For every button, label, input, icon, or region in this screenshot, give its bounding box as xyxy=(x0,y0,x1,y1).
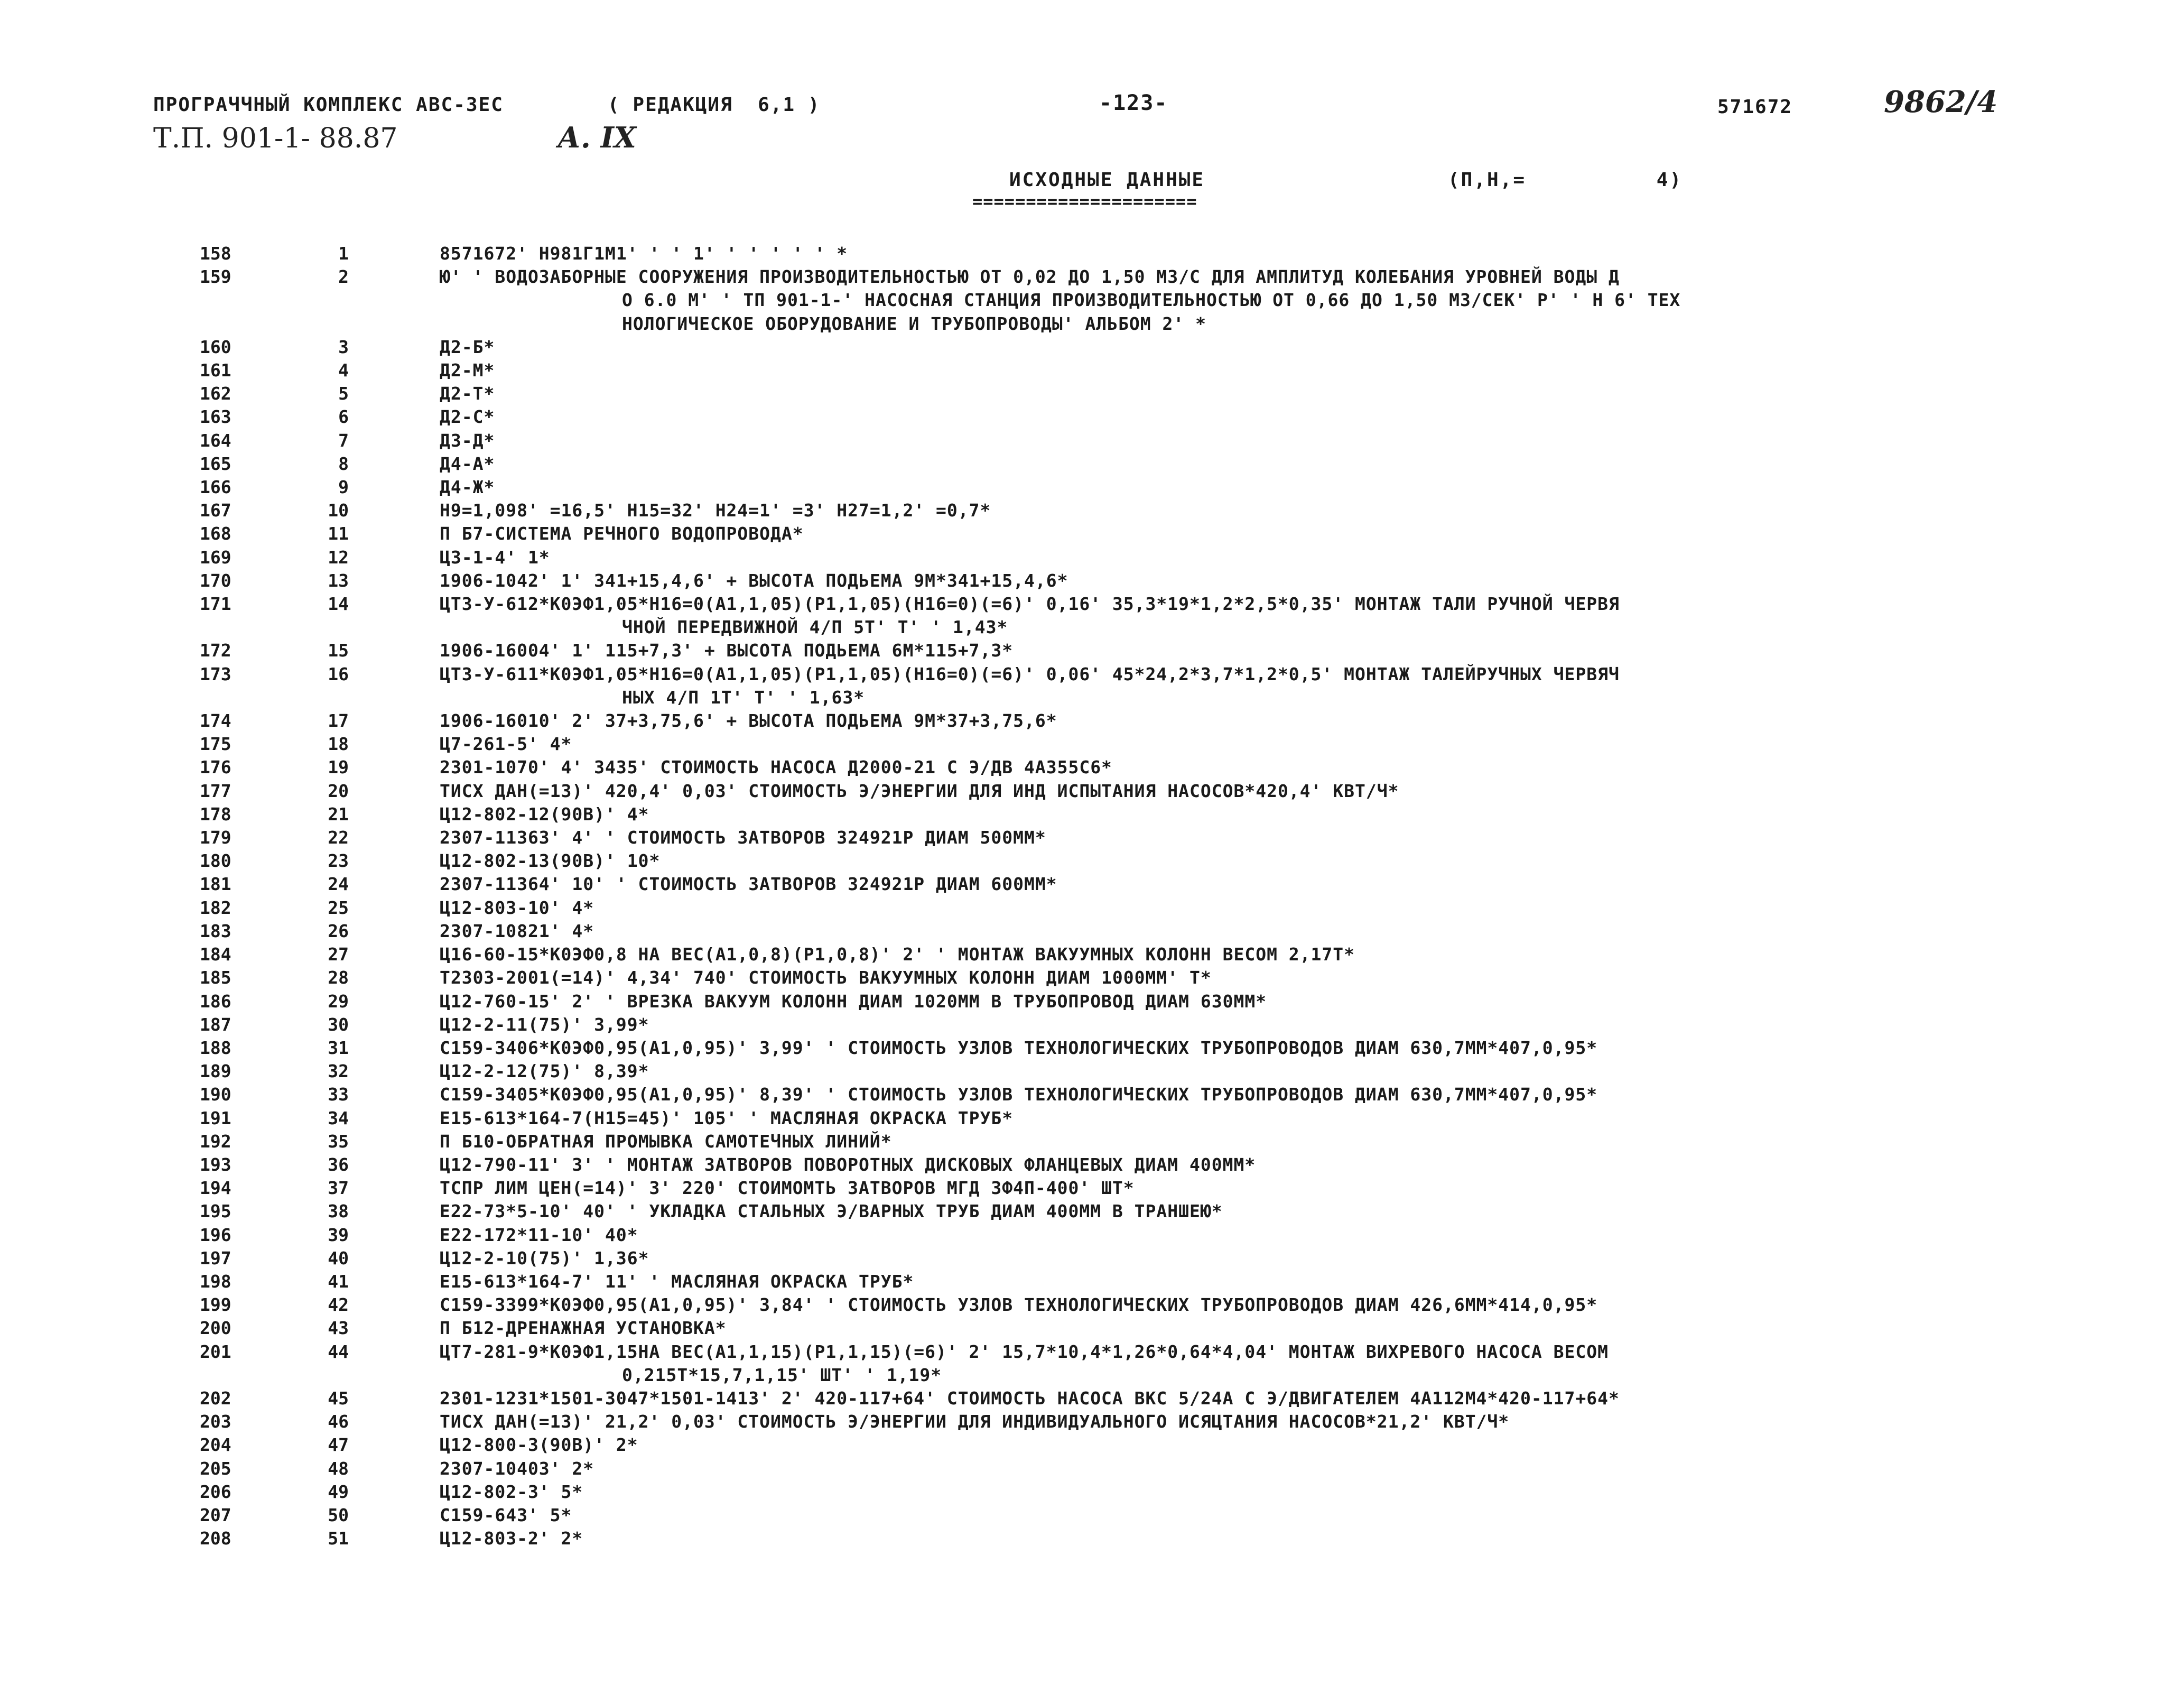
item-number: 11 xyxy=(328,523,349,544)
item-number: 41 xyxy=(328,1271,349,1292)
item-number: 48 xyxy=(328,1458,349,1479)
record-line: ЦТ7-281-9*К0ЭФ1,15НА ВЕС(А1,1,15)(Р1,1,15)(=6)' 2' 15,7*10,4*1,26*0,64*4,04' МОНТАЖ ВИХРЕВОГО НАСОСА ВЕСОМ xyxy=(440,1341,1609,1362)
record-continuation: 0,215Т*15,7,1,15' ШТ' ' 1,19* xyxy=(622,1364,942,1385)
listing-row xyxy=(0,499,2184,522)
line-number: 174 xyxy=(200,710,231,732)
listing-row xyxy=(0,896,2184,920)
line-number: 197 xyxy=(200,1247,231,1269)
item-number: 25 xyxy=(328,897,349,918)
line-number: 180 xyxy=(200,850,231,872)
item-number: 34 xyxy=(328,1107,349,1128)
line-number: 159 xyxy=(200,266,231,288)
record-line: Ц12-2-10(75)' 1,36* xyxy=(440,1247,649,1269)
record-text xyxy=(440,1060,2025,1083)
record-line: Ц12-2-11(75)' 3,99* xyxy=(440,1014,649,1035)
record-line: 2307-11363' 4' ' СТОИМОСТЬ ЗАТВОРОВ 324921Р ДИАМ 500ММ* xyxy=(440,827,1046,848)
record-line: 2301-1231*1501-3047*1501-1413' 2' 420-117+64' СТОИМОСТЬ НАСОСА ВКС 5/24А С Э/ДВИГАТЕЛЕМ 4А112М4*420-117+64* xyxy=(440,1387,1620,1409)
record-line: Ц7-261-5' 4* xyxy=(440,734,572,755)
record-line: 1906-1042' 1' 341+15,4,6' + ВЫСОТА ПОДЬЕМА 9М*341+15,4,6* xyxy=(440,570,1068,591)
listing-row xyxy=(0,1130,2184,1153)
record-line: Ц12-790-11' 3' ' МОНТАЖ ЗАТВОРОВ ПОВОРОТНЫХ ДИСКОВЫХ ФЛАНЦЕВЫХ ДИАМ 400ММ* xyxy=(440,1154,1256,1175)
item-number: 8 xyxy=(338,453,349,474)
item-number: 12 xyxy=(328,547,349,568)
record-line: 2301-1070' 4' 3435' СТОИМОСТЬ НАСОСА Д2000-21 С Э/ДВ 4А355С6* xyxy=(440,757,1112,778)
listing-row xyxy=(0,405,2184,429)
listing-row xyxy=(0,382,2184,405)
record-line: 1906-16010' 2' 37+3,75,6' + ВЫСОТА ПОДЬЕМА 9М*37+3,75,6* xyxy=(440,710,1057,732)
listing-row xyxy=(0,1457,2184,1480)
record-text xyxy=(440,569,2025,592)
line-number: 158 xyxy=(200,243,231,264)
listing-row xyxy=(0,803,2184,826)
listing-row xyxy=(0,1410,2184,1433)
record-text xyxy=(440,405,2025,429)
record-text xyxy=(440,780,2025,803)
handwritten-number: 9862/4 xyxy=(1884,85,1998,119)
line-number: 169 xyxy=(200,547,231,568)
record-line: Ц12-802-3' 5* xyxy=(440,1481,583,1502)
listing-row xyxy=(0,522,2184,545)
record-text xyxy=(440,1410,2025,1433)
listing-row xyxy=(0,1224,2184,1247)
listing-row xyxy=(0,709,2184,733)
line-number: 163 xyxy=(200,406,231,428)
record-line: ТИСХ ДАН(=13)' 420,4' 0,03' СТОИМОСТЬ Э/ЭНЕРГИИ ДЛЯ ИНД ИСПЫТАНИЯ НАСОСОВ*420,4' КВТ/Ч* xyxy=(440,780,1399,801)
listing-row xyxy=(0,1153,2184,1177)
item-number: 16 xyxy=(328,663,349,684)
record-text xyxy=(440,359,2025,382)
page-title: ИСХОДНЫЕ ДАННЫЕ xyxy=(1009,169,1205,191)
listing-row xyxy=(0,733,2184,756)
listing-row xyxy=(0,943,2184,966)
record-text xyxy=(440,1200,2025,1223)
listing-row xyxy=(0,569,2184,592)
item-number: 24 xyxy=(328,874,349,895)
listing-row xyxy=(0,1060,2184,1083)
record-line: Ц12-803-2' 2* xyxy=(440,1528,583,1549)
record-text xyxy=(440,1083,2025,1106)
record-text xyxy=(440,1527,2025,1550)
listing-row xyxy=(0,639,2184,662)
line-number: 193 xyxy=(200,1154,231,1175)
line-number: 199 xyxy=(200,1294,231,1316)
listing-row xyxy=(0,476,2184,499)
item-number: 40 xyxy=(328,1247,349,1269)
line-number: 183 xyxy=(200,920,231,941)
record-line: Д2-М* xyxy=(440,360,495,381)
line-number: 181 xyxy=(200,874,231,895)
record-text xyxy=(440,452,2025,476)
line-number: 203 xyxy=(200,1411,231,1432)
line-number: 167 xyxy=(200,500,231,521)
listing-row xyxy=(0,592,2184,639)
record-line: ТИСХ ДАН(=13)' 21,2' 0,03' СТОИМОСТЬ Э/ЭНЕРГИИ ДЛЯ ИНДИВИДУАЛЬНОГО ИСЯЦТАНИЯ НАСОСОВ*21,2' КВТ/Ч* xyxy=(440,1411,1510,1432)
record-line: Е22-172*11-10' 40* xyxy=(440,1224,638,1245)
listing-row xyxy=(0,546,2184,569)
record-text xyxy=(440,756,2025,779)
item-number: 19 xyxy=(328,757,349,778)
listing-row xyxy=(0,780,2184,803)
item-number: 17 xyxy=(328,710,349,732)
record-line: Ц12-2-12(75)' 8,39* xyxy=(440,1061,649,1082)
record-text xyxy=(440,1457,2025,1480)
record-text xyxy=(440,709,2025,733)
line-number: 166 xyxy=(200,477,231,498)
listing-row xyxy=(0,756,2184,779)
item-number: 6 xyxy=(338,406,349,428)
listing-row xyxy=(0,1247,2184,1270)
record-text xyxy=(440,242,2025,265)
record-line: Д2-С* xyxy=(440,406,495,428)
line-number: 172 xyxy=(200,640,231,661)
record-line: П Б7-СИСТЕМА РЕЧНОГО ВОДОПРОВОДА* xyxy=(440,523,804,544)
record-line: П Б12-ДРЕНАЖНАЯ УСТАНОВКА* xyxy=(440,1318,727,1339)
listing-row xyxy=(0,359,2184,382)
record-text xyxy=(440,873,2025,896)
record-text xyxy=(440,1293,2025,1317)
item-number: 20 xyxy=(328,780,349,801)
line-number: 207 xyxy=(200,1504,231,1525)
item-number: 27 xyxy=(328,944,349,965)
record-line: Д3-Д* xyxy=(440,430,495,451)
record-line: Т2303-2001(=14)' 4,34' 740' СТОИМОСТЬ ВАКУУМНЫХ КОЛОНН ДИАМ 1000ММ' Т* xyxy=(440,967,1212,988)
item-number: 46 xyxy=(328,1411,349,1432)
record-line: Д4-Ж* xyxy=(440,477,495,498)
line-number: 187 xyxy=(200,1014,231,1035)
listing-row xyxy=(0,1177,2184,1200)
line-number: 205 xyxy=(200,1458,231,1479)
item-number: 9 xyxy=(338,477,349,498)
line-number: 164 xyxy=(200,430,231,451)
record-text xyxy=(440,1013,2025,1036)
record-text xyxy=(440,1317,2025,1340)
line-number: 161 xyxy=(200,360,231,381)
record-line: ЦТ3-У-612*К0ЭФ1,05*Н16=0(А1,1,05)(Р1,1,05)(Н16=0)(=6)' 0,16' 35,3*19*1,2*2,5*0,35' МОНТАЖ ТАЛИ РУЧНОЙ ЧЕРВЯ xyxy=(440,594,1620,615)
listing-row xyxy=(0,1340,2184,1387)
item-number: 18 xyxy=(328,734,349,755)
item-number: 36 xyxy=(328,1154,349,1175)
param-label: (П,Н,= 4) xyxy=(1448,169,1683,191)
record-text xyxy=(440,1153,2025,1177)
record-text xyxy=(440,943,2025,966)
item-number: 4 xyxy=(338,360,349,381)
line-number: 194 xyxy=(200,1178,231,1199)
record-text xyxy=(440,1130,2025,1153)
record-text xyxy=(440,1480,2025,1504)
line-number: 202 xyxy=(200,1387,231,1409)
record-text xyxy=(440,966,2025,989)
record-continuation: О 6.0 М' ' ТП 901-1-' НАСОСНАЯ СТАНЦИЯ ПРОИЗВОДИТЕЛЬНОСТЬЮ ОТ 0,66 ДО 1,50 М3/СЕК' Р' ' Н 6' ТЕХ xyxy=(622,290,1681,311)
item-number: 30 xyxy=(328,1014,349,1035)
listing-row xyxy=(0,1433,2184,1457)
record-text xyxy=(440,1504,2025,1527)
listing-row xyxy=(0,1387,2184,1410)
listing-row xyxy=(0,663,2184,709)
item-number: 15 xyxy=(328,640,349,661)
line-number: 178 xyxy=(200,803,231,825)
item-number: 49 xyxy=(328,1481,349,1502)
listing-row xyxy=(0,1293,2184,1317)
record-text xyxy=(440,265,2025,336)
record-text xyxy=(440,663,2025,709)
item-number: 7 xyxy=(338,430,349,451)
listing-row xyxy=(0,1107,2184,1130)
item-number: 39 xyxy=(328,1224,349,1245)
line-number: 185 xyxy=(200,967,231,988)
record-line: ТСПР ЛИМ ЦЕН(=14)' 3' 220' СТОИМОМТЬ ЗАТВОРОВ МГД 3Ф4П-400' ШТ* xyxy=(440,1178,1135,1199)
record-line: С159-3406*К0ЭФ0,95(А1,0,95)' 3,99' ' СТОИМОСТЬ УЗЛОВ ТЕХНОЛОГИЧЕСКИХ ТРУБОПРОВОДОВ ДИАМ 630,7ММ*407,0,95* xyxy=(440,1037,1598,1058)
record-line: ЦТ3-У-611*К0ЭФ1,05*Н16=0(А1,1,05)(Р1,1,05)(Н16=0)(=6)' 0,06' 45*24,2*3,7*1,2*0,5' МОНТАЖ ТАЛЕЙРУЧНЫХ ЧЕРВЯЧ xyxy=(440,663,1620,684)
record-text xyxy=(440,1433,2025,1457)
line-number: 198 xyxy=(200,1271,231,1292)
item-number: 37 xyxy=(328,1178,349,1199)
record-line: Д2-Т* xyxy=(440,383,495,404)
record-line: 2307-11364' 10' ' СТОИМОСТЬ ЗАТВОРОВ 324921Р ДИАМ 600ММ* xyxy=(440,874,1057,895)
record-line: 2307-10821' 4* xyxy=(440,920,594,941)
item-number: 47 xyxy=(328,1434,349,1456)
page-number: -123- xyxy=(1099,91,1168,115)
record-text xyxy=(440,849,2025,873)
listing-row xyxy=(0,336,2184,359)
line-number: 191 xyxy=(200,1107,231,1128)
listing-row xyxy=(0,873,2184,896)
item-number: 32 xyxy=(328,1061,349,1082)
line-number: 168 xyxy=(200,523,231,544)
listing-row xyxy=(0,966,2184,989)
record-text xyxy=(440,639,2025,662)
record-line: Ц12-803-10' 4* xyxy=(440,897,594,918)
record-line: Ц12-802-12(90В)' 4* xyxy=(440,803,649,825)
record-text xyxy=(440,1247,2025,1270)
listing-row xyxy=(0,1270,2184,1293)
listing-row xyxy=(0,826,2184,849)
record-line: П Б10-ОБРАТНАЯ ПРОМЫВКА САМОТЕЧНЫХ ЛИНИЙ* xyxy=(440,1131,892,1152)
record-line: Ц16-60-15*К0ЭФ0,8 НА ВЕС(А1,0,8)(Р1,0,8)' 2' ' МОНТАЖ ВАКУУМНЫХ КОЛОНН ВЕСОМ 2,17Т* xyxy=(440,944,1355,965)
record-continuation: ЧНОЙ ПЕРЕДВИЖНОЙ 4/П 5Т' Т' ' 1,43* xyxy=(622,617,1008,638)
listing-row xyxy=(0,1480,2184,1504)
handwritten-album: А. IX xyxy=(557,121,636,154)
record-text xyxy=(440,1270,2025,1293)
listing-row xyxy=(0,452,2184,476)
listing-row xyxy=(0,242,2184,265)
listing-row xyxy=(0,1317,2184,1340)
line-number: 162 xyxy=(200,383,231,404)
record-line: Ц12-802-13(90В)' 10* xyxy=(440,850,661,872)
listing-row xyxy=(0,1083,2184,1106)
record-text xyxy=(440,476,2025,499)
item-number: 45 xyxy=(328,1387,349,1409)
item-number: 31 xyxy=(328,1037,349,1058)
line-number: 195 xyxy=(200,1201,231,1222)
item-number: 26 xyxy=(328,920,349,941)
record-continuation: НОЛОГИЧЕСКОЕ ОБОРУДОВАНИЕ И ТРУБОПРОВОДЫ' АЛЬБОМ 2' * xyxy=(622,313,1206,334)
listing-row xyxy=(0,920,2184,943)
record-line: Д4-А* xyxy=(440,453,495,474)
record-text xyxy=(440,1340,2025,1387)
item-number: 29 xyxy=(328,990,349,1012)
record-line: Е15-613*164-7(Н15=45)' 105' ' МАСЛЯНАЯ ОКРАСКА ТРУБ* xyxy=(440,1107,1014,1128)
record-line: 2307-10403' 2* xyxy=(440,1458,594,1479)
listing-row xyxy=(0,849,2184,873)
record-text xyxy=(440,382,2025,405)
record-text xyxy=(440,803,2025,826)
record-text xyxy=(440,522,2025,545)
record-text xyxy=(440,499,2025,522)
record-text xyxy=(440,896,2025,920)
item-number: 3 xyxy=(338,336,349,357)
listing-row xyxy=(0,1036,2184,1060)
line-number: 160 xyxy=(200,336,231,357)
line-number: 179 xyxy=(200,827,231,848)
record-text xyxy=(440,336,2025,359)
listing-row xyxy=(0,1504,2184,1527)
line-number: 186 xyxy=(200,990,231,1012)
item-number: 50 xyxy=(328,1504,349,1525)
record-text xyxy=(440,920,2025,943)
item-number: 43 xyxy=(328,1318,349,1339)
record-line: 1906-16004' 1' 115+7,3' + ВЫСОТА ПОДЬЕМА 6М*115+7,3* xyxy=(440,640,1014,661)
record-text xyxy=(440,990,2025,1013)
listing-row xyxy=(0,429,2184,452)
record-line: Н9=1,098' =16,5' Н15=32' Н24=1' =3' Н27=1,2' =0,7* xyxy=(440,500,991,521)
item-number: 5 xyxy=(338,383,349,404)
line-number: 184 xyxy=(200,944,231,965)
item-number: 23 xyxy=(328,850,349,872)
record-line: Е22-73*5-10' 40' ' УКЛАДКА СТАЛЬНЫХ Э/ВАРНЫХ ТРУБ ДИАМ 400ММ В ТРАНШЕЮ* xyxy=(440,1201,1223,1222)
record-line: С159-3399*К0ЭФ0,95(А1,0,95)' 3,84' ' СТОИМОСТЬ УЗЛОВ ТЕХНОЛОГИЧЕСКИХ ТРУБОПРОВОДОВ ДИАМ 426,6ММ*414,0,95* xyxy=(440,1294,1598,1316)
listing-row xyxy=(0,1013,2184,1036)
record-text xyxy=(440,1224,2025,1247)
item-number: 2 xyxy=(338,266,349,288)
line-number: 173 xyxy=(200,663,231,684)
record-text xyxy=(440,733,2025,756)
record-line: Е15-613*164-7' 11' ' МАСЛЯНАЯ ОКРАСКА ТРУБ* xyxy=(440,1271,914,1292)
line-number: 208 xyxy=(200,1528,231,1549)
record-text xyxy=(440,1036,2025,1060)
item-number: 42 xyxy=(328,1294,349,1316)
item-number: 51 xyxy=(328,1528,349,1549)
line-number: 171 xyxy=(200,594,231,615)
line-number: 201 xyxy=(200,1341,231,1362)
record-text xyxy=(440,546,2025,569)
record-text xyxy=(440,592,2025,639)
item-number: 13 xyxy=(328,570,349,591)
listing-row xyxy=(0,1200,2184,1223)
line-number: 189 xyxy=(200,1061,231,1082)
item-number: 38 xyxy=(328,1201,349,1222)
record-line: Ц12-800-3(90В)' 2* xyxy=(440,1434,638,1456)
line-number: 170 xyxy=(200,570,231,591)
item-number: 1 xyxy=(338,243,349,264)
record-text xyxy=(440,1107,2025,1130)
line-number: 177 xyxy=(200,780,231,801)
listing xyxy=(0,242,2184,1550)
item-number: 35 xyxy=(328,1131,349,1152)
record-line: Ю' ' ВОДОЗАБОРНЫЕ СООРУЖЕНИЯ ПРОИЗВОДИТЕЛЬНОСТЬЮ ОТ 0,02 ДО 1,50 М3/С ДЛЯ АМПЛИТУД КОЛЕБАНИЯ УРОВНЕЙ ВОДЫ Д xyxy=(440,266,1620,288)
line-number: 175 xyxy=(200,734,231,755)
record-line: Д2-Б* xyxy=(440,336,495,357)
line-number: 200 xyxy=(200,1318,231,1339)
line-number: 188 xyxy=(200,1037,231,1058)
item-number: 14 xyxy=(328,594,349,615)
item-number: 10 xyxy=(328,500,349,521)
item-number: 22 xyxy=(328,827,349,848)
record-line: Ц3-1-4' 1* xyxy=(440,547,550,568)
program-name: ПРОГРАЧЧНЫЙ КОМПЛЕКС АВС-ЗЕС xyxy=(153,94,504,116)
record-line: С159-643' 5* xyxy=(440,1504,572,1525)
title-underline: ===================== xyxy=(972,191,1197,205)
listing-row xyxy=(0,1527,2184,1550)
item-number: 21 xyxy=(328,803,349,825)
record-line: С159-3405*К0ЭФ0,95(А1,0,95)' 8,39' ' СТОИМОСТЬ УЗЛОВ ТЕХНОЛОГИЧЕСКИХ ТРУБОПРОВОДОВ ДИАМ 630,7ММ*407,0,95* xyxy=(440,1084,1598,1105)
record-line: 8571672' Н981Г1М1' ' ' 1' ' ' ' ' ' * xyxy=(440,243,848,264)
line-number: 192 xyxy=(200,1131,231,1152)
handwritten-project: Т.П. 901-1- 88.87 xyxy=(153,123,398,154)
line-number: 190 xyxy=(200,1084,231,1105)
line-number: 165 xyxy=(200,453,231,474)
line-number: 176 xyxy=(200,757,231,778)
record-text xyxy=(440,826,2025,849)
line-number: 206 xyxy=(200,1481,231,1502)
item-number: 33 xyxy=(328,1084,349,1105)
line-number: 204 xyxy=(200,1434,231,1456)
document-code: 571672 xyxy=(1717,96,1793,118)
edition-label: ( РЕДАКЦИЯ 6,1 ) xyxy=(608,94,821,116)
listing-row xyxy=(0,265,2184,336)
record-continuation: НЫХ 4/П 1Т' Т' ' 1,63* xyxy=(622,687,865,708)
record-line: Ц12-760-15' 2' ' ВРЕЗКА ВАКУУМ КОЛОНН ДИАМ 1020ММ В ТРУБОПРОВОД ДИАМ 630ММ* xyxy=(440,990,1267,1012)
line-number: 196 xyxy=(200,1224,231,1245)
record-text xyxy=(440,1177,2025,1200)
item-number: 44 xyxy=(328,1341,349,1362)
line-number: 182 xyxy=(200,897,231,918)
listing-row xyxy=(0,990,2184,1013)
record-text xyxy=(440,1387,2025,1410)
item-number: 28 xyxy=(328,967,349,988)
record-text xyxy=(440,429,2025,452)
